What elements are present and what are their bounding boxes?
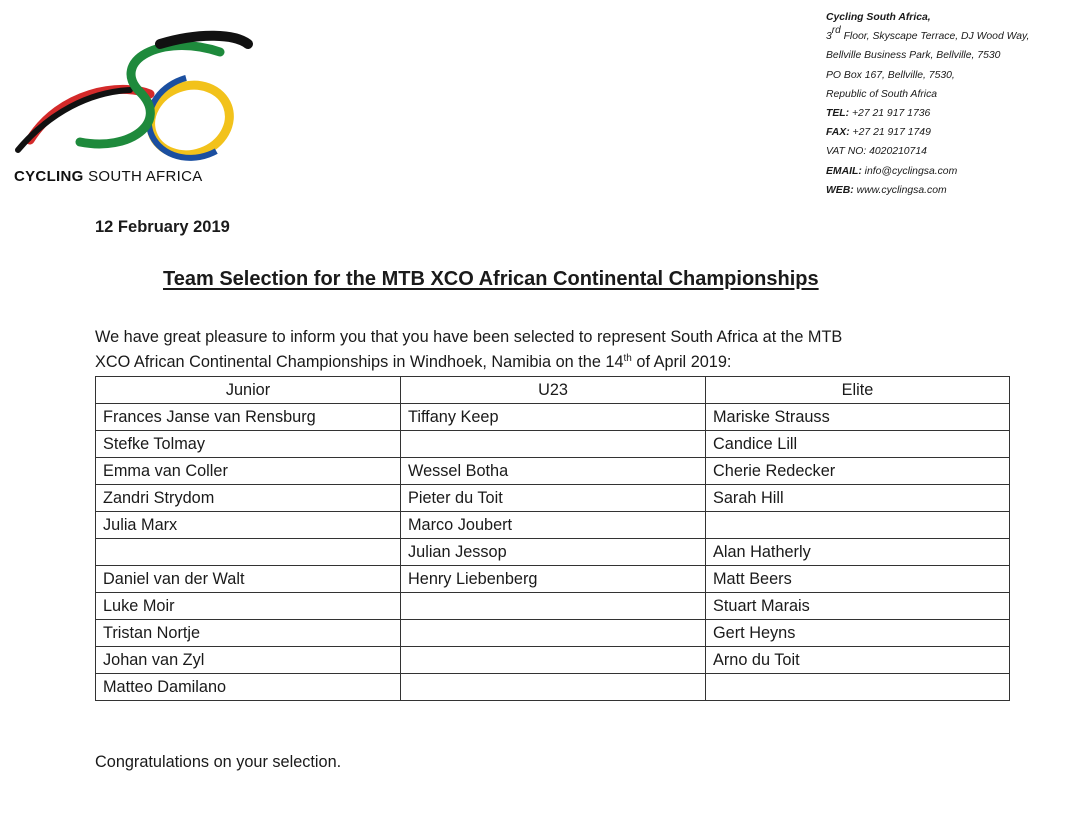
intro-line-2-post: of April 2019: <box>631 353 732 371</box>
table-row <box>96 431 1010 458</box>
cell-elite <box>706 512 1010 539</box>
web-label: WEB: <box>826 184 854 196</box>
table-row <box>96 485 1010 512</box>
cell-junior: Frances Janse van Rensburg <box>96 404 401 431</box>
cell-u23 <box>401 647 706 674</box>
intro-line-1: We have great pleasure to inform you that you have been selected to represent South Africa at the MTB <box>95 328 843 346</box>
cell-elite: Candice Lill <box>706 431 1010 458</box>
address-email <box>826 162 1029 181</box>
cell-u23: Tiffany Keep <box>401 404 706 431</box>
email-label: EMAIL: <box>826 165 862 177</box>
email-value: info@cyclingsa.com <box>861 165 958 177</box>
cycling-sa-logo <box>10 22 255 192</box>
address-floor-rest: Floor, Skyscape Terrace, DJ Wood Way, <box>840 31 1030 43</box>
address-floor-num: 3 <box>826 31 832 43</box>
address-fax <box>826 123 1029 142</box>
table-row <box>96 404 1010 431</box>
address-web <box>826 181 1029 200</box>
address-floor-sup: rd <box>831 25 841 37</box>
cell-junior: Johan van Zyl <box>96 647 401 674</box>
cell-u23: Marco Joubert <box>401 512 706 539</box>
address-vat: VAT NO: 4020210714 <box>826 146 927 158</box>
cell-elite: Matt Beers <box>706 566 1010 593</box>
table-row <box>96 566 1010 593</box>
web-value: www.cyclingsa.com <box>853 184 947 196</box>
logo-text-south-africa: SOUTH AFRICA <box>88 168 203 185</box>
cell-junior <box>96 539 401 566</box>
cell-u23: Pieter du Toit <box>401 485 706 512</box>
header-elite: Elite <box>706 377 1010 404</box>
address-line-3: PO Box 167, Bellville, 7530, <box>826 69 955 81</box>
team-selection-table <box>95 376 1010 701</box>
address-org: Cycling South Africa, <box>826 12 931 23</box>
table-header-row <box>96 377 1010 404</box>
tel-value: +27 21 917 1736 <box>849 108 931 120</box>
address-block <box>826 8 1029 200</box>
logo-swoosh-icon <box>10 22 255 172</box>
intro-line-2-sup: th <box>623 353 632 364</box>
cell-u23: Henry Liebenberg <box>401 566 706 593</box>
address-line-2: Bellville Business Park, Bellville, 7530 <box>826 50 1001 62</box>
cell-junior: Luke Moir <box>96 593 401 620</box>
cell-junior: Julia Marx <box>96 512 401 539</box>
header-junior: Junior <box>96 377 401 404</box>
table-row <box>96 593 1010 620</box>
closing-line: Congratulations on your selection. <box>95 753 342 771</box>
fax-label: FAX: <box>826 127 850 139</box>
cell-u23 <box>401 431 706 458</box>
cell-u23: Julian Jessop <box>401 539 706 566</box>
header-u23: U23 <box>401 377 706 404</box>
logo-text-cycling: CYCLING <box>14 168 84 185</box>
table-row <box>96 647 1010 674</box>
intro-line-2-pre: XCO African Continental Championships in Windhoek, Namibia on the 14 <box>95 353 624 371</box>
cell-junior: Zandri Strydom <box>96 485 401 512</box>
tel-label: TEL: <box>826 108 850 120</box>
cell-elite <box>706 674 1010 701</box>
cell-u23 <box>401 593 706 620</box>
table-row <box>96 539 1010 566</box>
logo-wordmark <box>14 168 203 185</box>
address-line-4: Republic of South Africa <box>826 88 938 100</box>
cell-u23 <box>401 674 706 701</box>
cell-elite: Cherie Redecker <box>706 458 1010 485</box>
cell-junior: Daniel van der Walt <box>96 566 401 593</box>
fax-value: +27 21 917 1749 <box>849 127 931 139</box>
letter-date: 12 February 2019 <box>95 218 230 236</box>
cell-u23 <box>401 620 706 647</box>
cell-junior: Matteo Damilano <box>96 674 401 701</box>
table-row <box>96 620 1010 647</box>
table-row <box>96 458 1010 485</box>
cell-junior: Emma van Coller <box>96 458 401 485</box>
cell-elite: Stuart Marais <box>706 593 1010 620</box>
cell-junior: Stefke Tolmay <box>96 431 401 458</box>
cell-elite: Arno du Toit <box>706 647 1010 674</box>
intro-paragraph <box>95 325 1025 375</box>
cell-elite: Alan Hatherly <box>706 539 1010 566</box>
cell-elite: Mariske Strauss <box>706 404 1010 431</box>
cell-junior: Tristan Nortje <box>96 620 401 647</box>
cell-elite: Sarah Hill <box>706 485 1010 512</box>
address-line-1 <box>826 27 1029 46</box>
letter-title: Team Selection for the MTB XCO African Continental Championships <box>163 268 819 290</box>
address-tel <box>826 104 1029 123</box>
intro-line-2 <box>95 350 1025 375</box>
cell-u23: Wessel Botha <box>401 458 706 485</box>
table-row <box>96 512 1010 539</box>
table-row <box>96 674 1010 701</box>
cell-elite: Gert Heyns <box>706 620 1010 647</box>
